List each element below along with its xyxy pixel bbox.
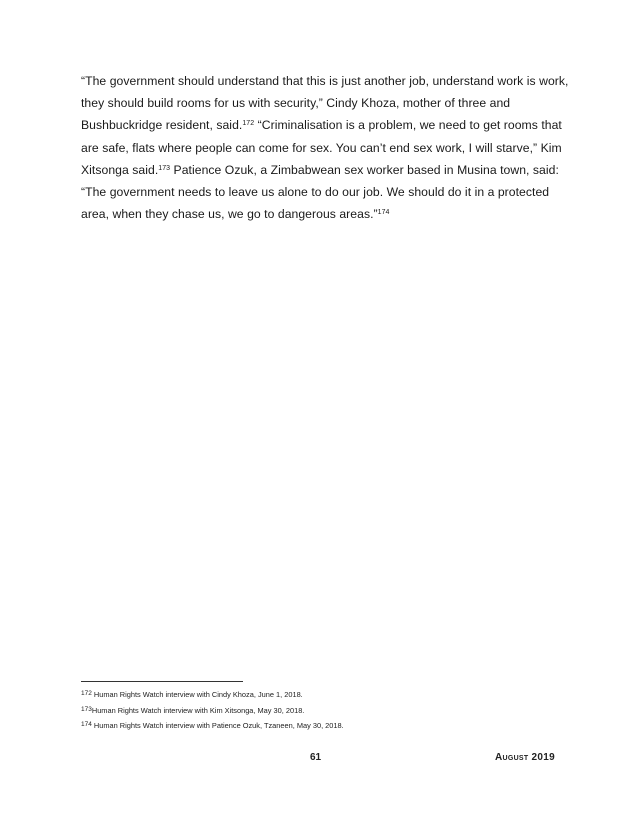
body-text-segment: Bushbuckridge resident, said. [81,118,243,133]
footnote-reference[interactable]: 174 [377,209,390,217]
body-line [81,114,561,136]
footnote [81,703,561,719]
body-text-segment: Patience Ozuk, a Zimbabwean sex worker based in Musina town, said: [170,162,559,177]
footnote-number: 172 [81,690,92,697]
body-line: they should build rooms for us with security,” Cindy Khoza, mother of three and [81,96,511,111]
footnotes [81,687,561,734]
footnote [81,718,561,734]
footnote [81,687,561,703]
body-line: “The government should understand that this is just another job, understand work is work, [81,74,569,88]
body-line: “The government needs to leave us alone to do our job. We should do it in a protected [81,185,550,200]
footnote-text: Human Rights Watch interview with Cindy Khoza, June 1, 2018. [91,690,303,699]
body-line [81,203,561,225]
footnote-text: Human Rights Watch interview with Kim Xitsonga, May 30, 2018. [91,705,305,715]
footnote-reference[interactable]: 172 [242,120,255,128]
footnote-number: 174 [81,721,92,729]
body-line: are safe, flats where people can come for sex. You can’t end sex work, I will starve,” Kim [81,140,562,155]
page-number: 61 [310,752,322,763]
body-line [81,159,561,181]
running-footer-date: August 2019 [494,752,555,763]
footnote-number: 173 [81,705,92,713]
body-text-segment: “Criminalisation is a problem, we need to get rooms that [254,118,562,133]
body-text-segment: area, when they chase us, we go to dangerous areas.” [81,207,378,222]
footnote-text: Human Rights Watch interview with Patience Ozuk, Tzaneen, May 30, 2018. [91,721,344,731]
body-text-segment: Xitsonga said. [81,162,159,177]
footnote-reference[interactable]: 173 [158,164,171,172]
body-paragraph [81,70,569,225]
footnote-separator [81,681,243,682]
